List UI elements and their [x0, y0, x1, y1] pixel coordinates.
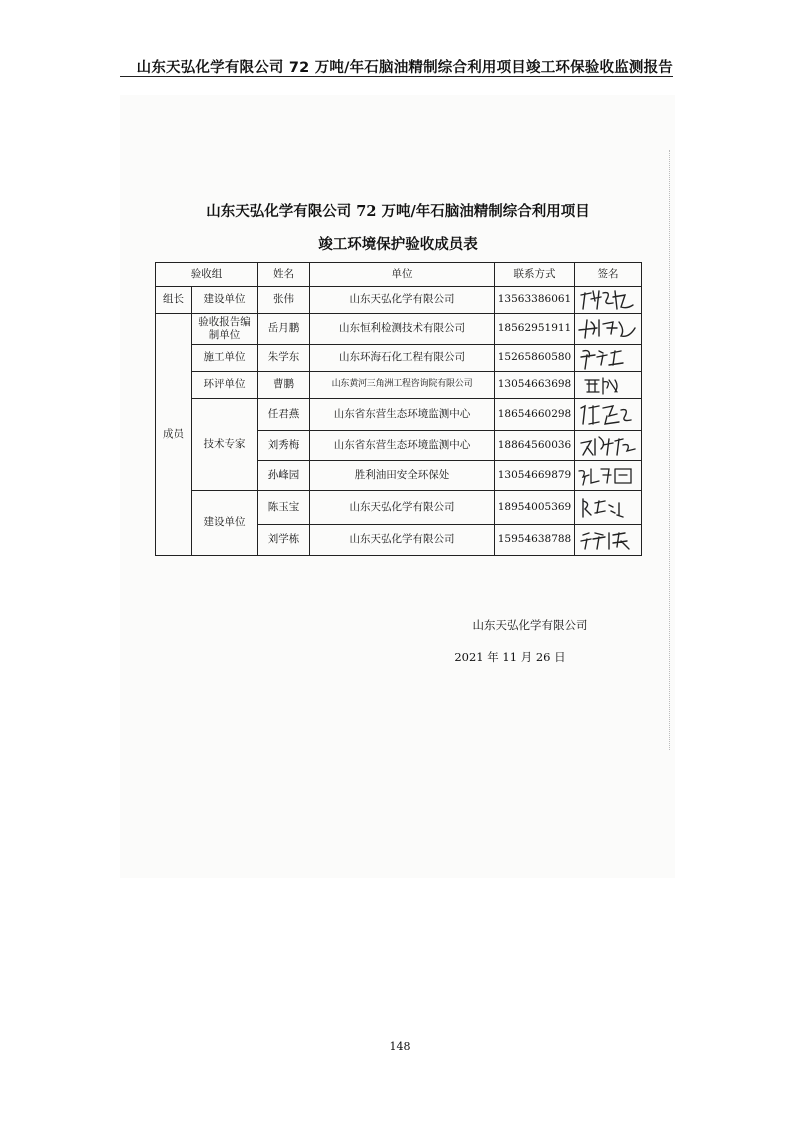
document-title: 山东天弘化学有限公司 72 万吨/年石脑油精制综合利用项目 — [206, 203, 590, 220]
header-group: 验收组 — [156, 263, 258, 287]
name-cell: 朱学东 — [258, 345, 310, 372]
phone-cell: 18562951911 — [495, 314, 575, 345]
role-cell: 组长 — [156, 287, 192, 314]
running-header: 山东天弘化学有限公司 72 万吨/年石脑油精制综合利用项目竣工环保验收监测报告 — [136, 60, 673, 76]
category-cell: 建设单位 — [192, 287, 258, 314]
signature-cell — [575, 314, 642, 345]
org-cell: 山东省东营生态环境监测中心 — [310, 399, 495, 431]
phone-cell: 18654660298 — [495, 399, 575, 431]
document-subtitle: 竣工环境保护验收成员表 — [318, 236, 478, 253]
table-header-row — [156, 263, 642, 287]
handwritten-signature — [577, 527, 639, 553]
header-org: 单位 — [310, 263, 495, 287]
phone-cell: 15954638788 — [495, 525, 575, 556]
handwritten-signature — [577, 372, 639, 398]
signature-cell — [575, 345, 642, 372]
page-number: 148 — [389, 1040, 411, 1053]
org-cell: 山东黄河三角洲工程咨询院有限公司 — [310, 372, 495, 399]
handwritten-signature — [577, 495, 639, 521]
scan-edge-mark — [669, 150, 673, 750]
handwritten-signature — [577, 316, 639, 342]
signature-cell — [575, 287, 642, 314]
table-row — [156, 287, 642, 314]
category-cell: 验收报告编制单位 — [192, 314, 258, 345]
signature-cell — [575, 431, 642, 461]
header-rule — [120, 76, 673, 77]
handwritten-signature — [577, 433, 639, 459]
category-cell: 建设单位 — [192, 491, 258, 556]
phone-cell: 18864560036 — [495, 431, 575, 461]
signature-cell — [575, 525, 642, 556]
role-cell: 成员 — [156, 314, 192, 556]
org-cell: 山东省东营生态环境监测中心 — [310, 431, 495, 461]
name-cell: 孙峰园 — [258, 461, 310, 491]
table-row — [156, 399, 642, 431]
table-row — [156, 345, 642, 372]
name-cell: 刘学栋 — [258, 525, 310, 556]
header-name: 姓名 — [258, 263, 310, 287]
org-cell: 山东天弘化学有限公司 — [310, 287, 495, 314]
header-signature: 签名 — [575, 263, 642, 287]
name-cell: 岳月鹏 — [258, 314, 310, 345]
phone-cell: 13054669879 — [495, 461, 575, 491]
name-cell: 陈玉宝 — [258, 491, 310, 525]
signature-cell — [575, 399, 642, 431]
phone-cell: 18954005369 — [495, 491, 575, 525]
org-cell: 山东环海石化工程有限公司 — [310, 345, 495, 372]
category-cell: 施工单位 — [192, 345, 258, 372]
name-cell: 任君燕 — [258, 399, 310, 431]
signature-cell — [575, 491, 642, 525]
handwritten-signature — [577, 463, 639, 489]
footer-date: 2021 年 11 月 26 日 — [454, 650, 566, 664]
footer-organization: 山东天弘化学有限公司 — [472, 618, 588, 632]
handwritten-signature — [577, 402, 639, 428]
category-cell: 技术专家 — [192, 399, 258, 491]
header-phone: 联系方式 — [495, 263, 575, 287]
name-cell: 刘秀梅 — [258, 431, 310, 461]
table-row — [156, 372, 642, 399]
table-row — [156, 491, 642, 525]
org-cell: 山东恒利检测技术有限公司 — [310, 314, 495, 345]
handwritten-signature — [577, 345, 639, 371]
name-cell: 张伟 — [258, 287, 310, 314]
members-table — [155, 262, 642, 556]
org-cell: 山东天弘化学有限公司 — [310, 525, 495, 556]
org-cell: 胜利油田安全环保处 — [310, 461, 495, 491]
name-cell: 曹鹏 — [258, 372, 310, 399]
phone-cell: 13054663698 — [495, 372, 575, 399]
signature-cell — [575, 461, 642, 491]
phone-cell: 13563386061 — [495, 287, 575, 314]
table-row — [156, 314, 642, 345]
handwritten-signature — [577, 287, 639, 313]
category-cell: 环评单位 — [192, 372, 258, 399]
org-cell: 山东天弘化学有限公司 — [310, 491, 495, 525]
signature-cell — [575, 372, 642, 399]
phone-cell: 15265860580 — [495, 345, 575, 372]
